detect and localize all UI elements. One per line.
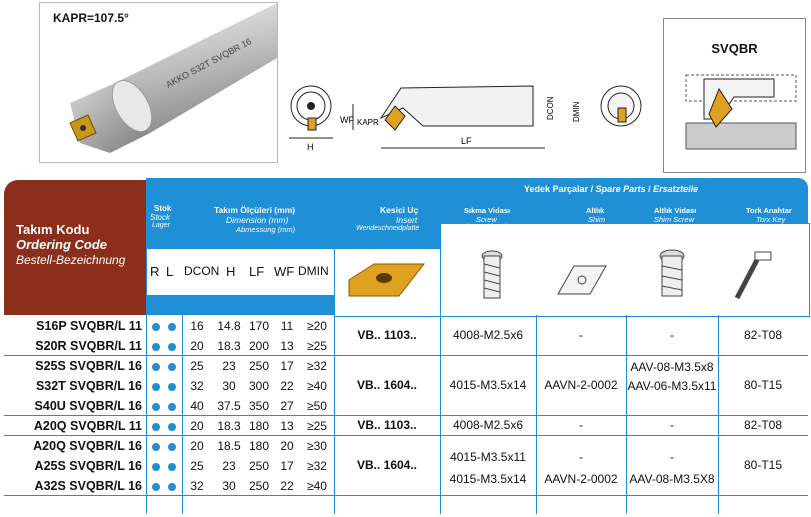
wf-value: 20: [280, 439, 294, 453]
shim-group-1: -: [579, 328, 583, 342]
h-value: 23: [222, 459, 236, 473]
screw-en: Screw: [476, 215, 497, 224]
dcon-value: 20: [190, 339, 204, 353]
shim-screw-de: Schraube für Unterlage: [636, 224, 704, 231]
dmin-value: ≥20: [307, 319, 327, 333]
shim-screw-group-1: -: [670, 328, 674, 342]
h-value: 18.3: [217, 419, 241, 433]
insert-de: Wendeschneidplatte: [356, 225, 420, 232]
spare-title: Yedek Parçalar / Spare Parts / Ersatzteile: [524, 184, 699, 194]
stock-r-dot: [148, 477, 164, 496]
insert-image: [344, 260, 430, 300]
shim-screw-group-2a: AAV-08-M3.5x8: [630, 360, 714, 374]
shim-icon: [554, 260, 610, 300]
torx-de: Torx Innensechskantschlüssel: [718, 224, 805, 231]
dmin-value: ≥32: [307, 359, 327, 373]
col-r: R: [150, 264, 160, 279]
h-value: 14.8: [217, 319, 241, 333]
ordering-code: A32S SVQBR/L 16: [34, 479, 142, 493]
stock-en: Stock: [150, 213, 171, 222]
shim-group-4a: -: [579, 450, 583, 464]
ordering-code: S32T SVQBR/L 16: [35, 379, 142, 393]
shim-en: Shim: [588, 215, 606, 224]
wf-value: 17: [280, 359, 294, 373]
insert-group-3: VB.. 1103..: [357, 418, 417, 432]
torx-tr: Tork Anahtar: [746, 206, 792, 215]
ordering-code: S20R SVQBR/L 11: [35, 339, 142, 353]
wf-value: 13: [280, 419, 294, 433]
shim-screw-en: Shim Screw: [654, 215, 695, 224]
svqbr-title: SVQBR: [711, 41, 758, 56]
dcon-value: 20: [190, 419, 204, 433]
ordering-tr: Takım Kodu: [16, 222, 90, 237]
h-label: H: [307, 142, 314, 152]
screw-group-4b: 4015-M3.5x14: [449, 472, 527, 486]
stock-l-dot: [164, 457, 180, 476]
ordering-en: Ordering Code: [16, 237, 108, 252]
stock-r-dot: [148, 337, 164, 356]
shim-de: Unterlage: [582, 224, 611, 231]
wf-value: 13: [280, 339, 294, 353]
technical-drawing: [283, 68, 643, 168]
stock-r-dot: [148, 437, 164, 456]
shim-screw-group-2b: AAV-06-M3.5x11: [627, 379, 717, 393]
ordering-code: A20Q SVQBR/L 16: [33, 439, 142, 453]
boring-bar-photo: [40, 3, 277, 162]
product-table: [4, 178, 808, 514]
svqbr-diagram: [663, 18, 806, 173]
shim-screw-tr: Altlık Vidası: [654, 206, 697, 215]
stock-l-dot: [164, 397, 180, 416]
wf-value: 11: [280, 319, 294, 333]
dcon-value: 32: [190, 479, 204, 493]
screw-group-3: 4008-M2.5x6: [452, 418, 524, 432]
lf-value: 180: [248, 419, 270, 433]
stock-de: Lager: [152, 222, 170, 229]
col-wf: WF: [274, 264, 295, 279]
h-value: 37.5: [217, 399, 241, 413]
stock-r-dot: [148, 317, 164, 336]
ordering-code: A25S SVQBR/L 16: [34, 459, 142, 473]
screw-group-2: 4015-M3.5x14: [449, 378, 527, 392]
stock-r-dot: [148, 357, 164, 376]
dcon-value: 20: [190, 439, 204, 453]
h-value: 23: [222, 359, 236, 373]
col-l: L: [166, 264, 174, 279]
shank-marking: AKKO S32T SVQBR 16: [164, 36, 254, 90]
tool-photo: [39, 2, 278, 163]
col-dmin: DMIN: [298, 264, 329, 278]
wf-value: 27: [280, 399, 294, 413]
lf-value: 350: [248, 399, 270, 413]
shim-tr: Altlık: [586, 206, 605, 215]
wf-value: 17: [280, 459, 294, 473]
kapr-dim-label: KAPR: [357, 118, 379, 127]
screw-group-4a: 4015-M3.5x11: [450, 450, 526, 464]
lf-label: LF: [461, 136, 472, 146]
torx-en: Torx Key: [756, 215, 786, 224]
screw-icon: [474, 248, 510, 308]
h-value: 18.5: [217, 439, 241, 453]
dimension-en: Dimension (mm): [226, 215, 289, 225]
dmin-label: DMIN: [572, 101, 581, 122]
stock-r-dot: [148, 377, 164, 396]
shim-screw-icon: [652, 246, 692, 308]
wf-label: WF: [340, 115, 354, 125]
dmin-value: ≥25: [307, 419, 327, 433]
wf-value: 22: [280, 379, 294, 393]
col-lf: LF: [249, 264, 265, 279]
stock-l-dot: [164, 377, 180, 396]
insert-tr: Kesici Uç: [380, 205, 419, 215]
col-h: H: [226, 264, 236, 279]
shim-screw-group-3: -: [670, 418, 674, 432]
shim-group-3: -: [579, 418, 583, 432]
lf-value: 200: [248, 339, 270, 353]
h-value: 30: [222, 479, 236, 493]
dmin-value: ≥40: [307, 379, 327, 393]
dmin-value: ≥40: [307, 479, 327, 493]
dmin-value: ≥50: [307, 399, 327, 413]
stock-r-dot: [148, 457, 164, 476]
dmin-value: ≥25: [307, 339, 327, 353]
ordering-code: S25S SVQBR/L 16: [35, 359, 142, 373]
torx-key-icon: [729, 246, 779, 306]
kapr-label: KAPR=107.5°: [53, 11, 129, 25]
lf-value: 250: [248, 359, 270, 373]
shim-screw-group-4b: AAV-08-M3.5X8: [629, 472, 715, 486]
stock-l-dot: [164, 417, 180, 436]
torx-group-3: 82-T08: [743, 418, 783, 432]
dcon-value: 32: [190, 379, 204, 393]
ordering-code: S16P SVQBR/L 11: [36, 319, 142, 333]
lf-value: 300: [248, 379, 270, 393]
ordering-code: A20Q SVQBR/L 11: [33, 419, 142, 433]
dcon-label: DCON: [546, 96, 555, 120]
torx-group-2: 80-T15: [743, 378, 783, 392]
stock-tr: Stok: [154, 204, 172, 213]
stock-l-dot: [164, 477, 180, 496]
stock-r-dot: [148, 417, 164, 436]
screw-tr: Sıkma Vidası: [464, 206, 511, 215]
wf-value: 22: [280, 479, 294, 493]
shim-group-2: AAVN-2-0002: [544, 378, 618, 392]
h-value: 30: [222, 379, 236, 393]
stock-l-dot: [164, 437, 180, 456]
dimension-de: Abmessung (mm): [236, 225, 296, 234]
torx-group-4: 80-T15: [743, 458, 783, 472]
stock-l-dot: [164, 357, 180, 376]
insert-group-2: VB.. 1604..: [356, 378, 418, 392]
ordering-code: S40U SVQBR/L 16: [34, 399, 142, 413]
screw-group-1: 4008-M2.5x6: [452, 328, 524, 342]
shim-group-4b: AAVN-2-0002: [544, 472, 618, 486]
stock-l-dot: [164, 317, 180, 336]
dmin-value: ≥30: [307, 439, 327, 453]
dmin-value: ≥32: [307, 459, 327, 473]
stock-l-dot: [164, 337, 180, 356]
insert-group-1: VB.. 1103..: [357, 328, 417, 342]
insert-group-4: VB.. 1604..: [356, 458, 418, 472]
dcon-value: 25: [190, 459, 204, 473]
screw-de: Klemmschraube: [462, 224, 513, 231]
stock-r-dot: [148, 397, 164, 416]
insert-en: Insert: [396, 215, 418, 225]
ordering-de: Bestell-Bezeichnung: [16, 253, 126, 267]
dimension-tr: Takım Ölçüleri (mm): [214, 205, 296, 215]
dcon-value: 16: [190, 319, 204, 333]
shim-screw-group-4a: -: [670, 450, 674, 464]
lf-value: 250: [248, 479, 270, 493]
dcon-value: 40: [190, 399, 204, 413]
col-dcon: DCON: [184, 264, 220, 278]
h-value: 18.3: [217, 339, 241, 353]
lf-value: 250: [248, 459, 270, 473]
dcon-value: 25: [190, 359, 204, 373]
torx-group-1: 82-T08: [743, 328, 783, 342]
lf-value: 170: [248, 319, 270, 333]
lf-value: 180: [248, 439, 270, 453]
